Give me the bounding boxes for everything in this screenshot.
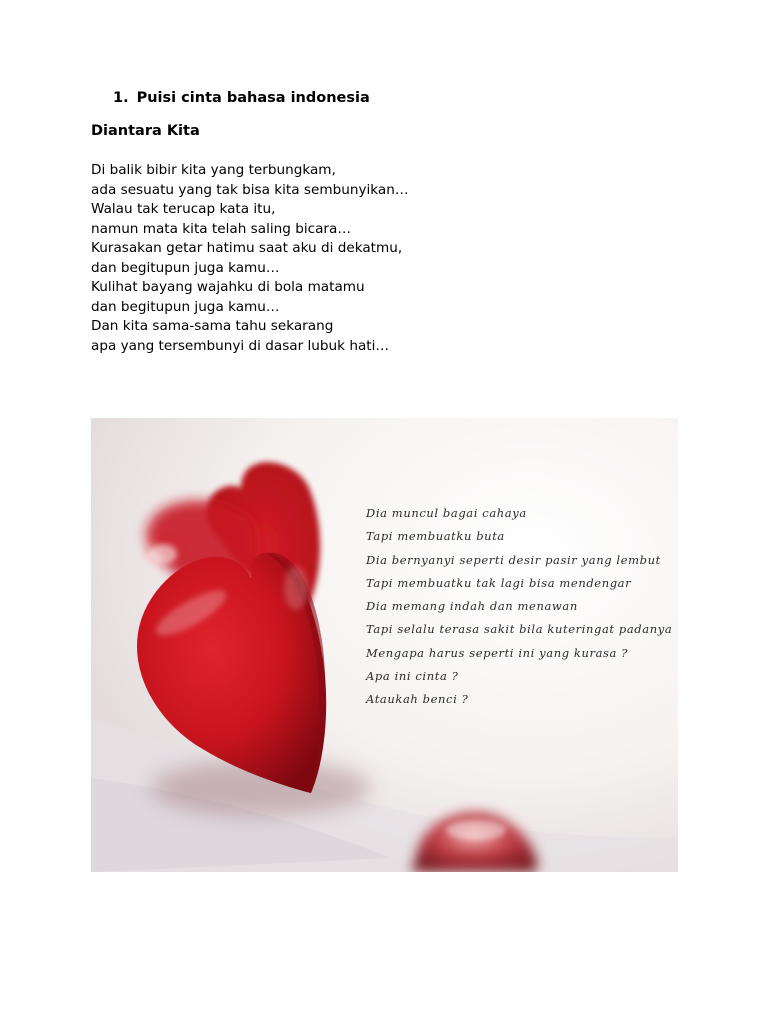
poem-line: Kurasakan getar hatimu saat aku di dekatmu,	[91, 240, 403, 256]
poem-line: Dan kita sama-sama tahu sekarang	[91, 318, 334, 334]
caption-line: Mengapa harus seperti ini yang kurasa ?	[366, 645, 629, 660]
list-heading	[113, 90, 370, 106]
poem-body	[91, 161, 408, 356]
caption-line: Ataukah benci ?	[366, 692, 469, 707]
caption-line: Tapi selalu terasa sakit bila kuteringat padanya	[366, 622, 673, 637]
poem-title: Diantara Kita	[91, 123, 200, 139]
image-caption	[366, 502, 672, 712]
caption-line: Dia muncul bagai cahaya	[366, 506, 527, 520]
poem-line: dan begitupun juga kamu…	[91, 259, 280, 276]
poem-line: ada sesuatu yang tak bisa kita sembunyikan…	[91, 181, 409, 198]
poem-line: apa yang tersembunyi di dasar lubuk hati…	[91, 337, 390, 354]
caption-line: Tapi membuatku tak lagi bisa mendengar	[366, 575, 632, 590]
poem-line: dan begitupun juga kamu…	[91, 298, 280, 315]
caption-line: Dia bernyanyi seperti desir pasir yang lembut	[366, 552, 661, 567]
poem-line: namun mata kita telah saling bicara…	[91, 220, 351, 237]
poem-line: Di balik bibir kita yang terbungkam,	[91, 162, 336, 178]
caption-line: Dia memang indah dan menawan	[366, 599, 578, 614]
hearts-picture	[91, 418, 678, 872]
list-number: 1.	[113, 90, 129, 106]
caption-line: Tapi membuatku buta	[366, 529, 505, 544]
caption-line: Apa ini cinta ?	[366, 669, 459, 684]
poem-line: Walau tak terucap kata itu,	[91, 201, 276, 217]
poem-line: Kulihat bayang wajahku di bola matamu	[91, 279, 365, 295]
list-heading-text: Puisi cinta bahasa indonesia	[136, 90, 370, 106]
